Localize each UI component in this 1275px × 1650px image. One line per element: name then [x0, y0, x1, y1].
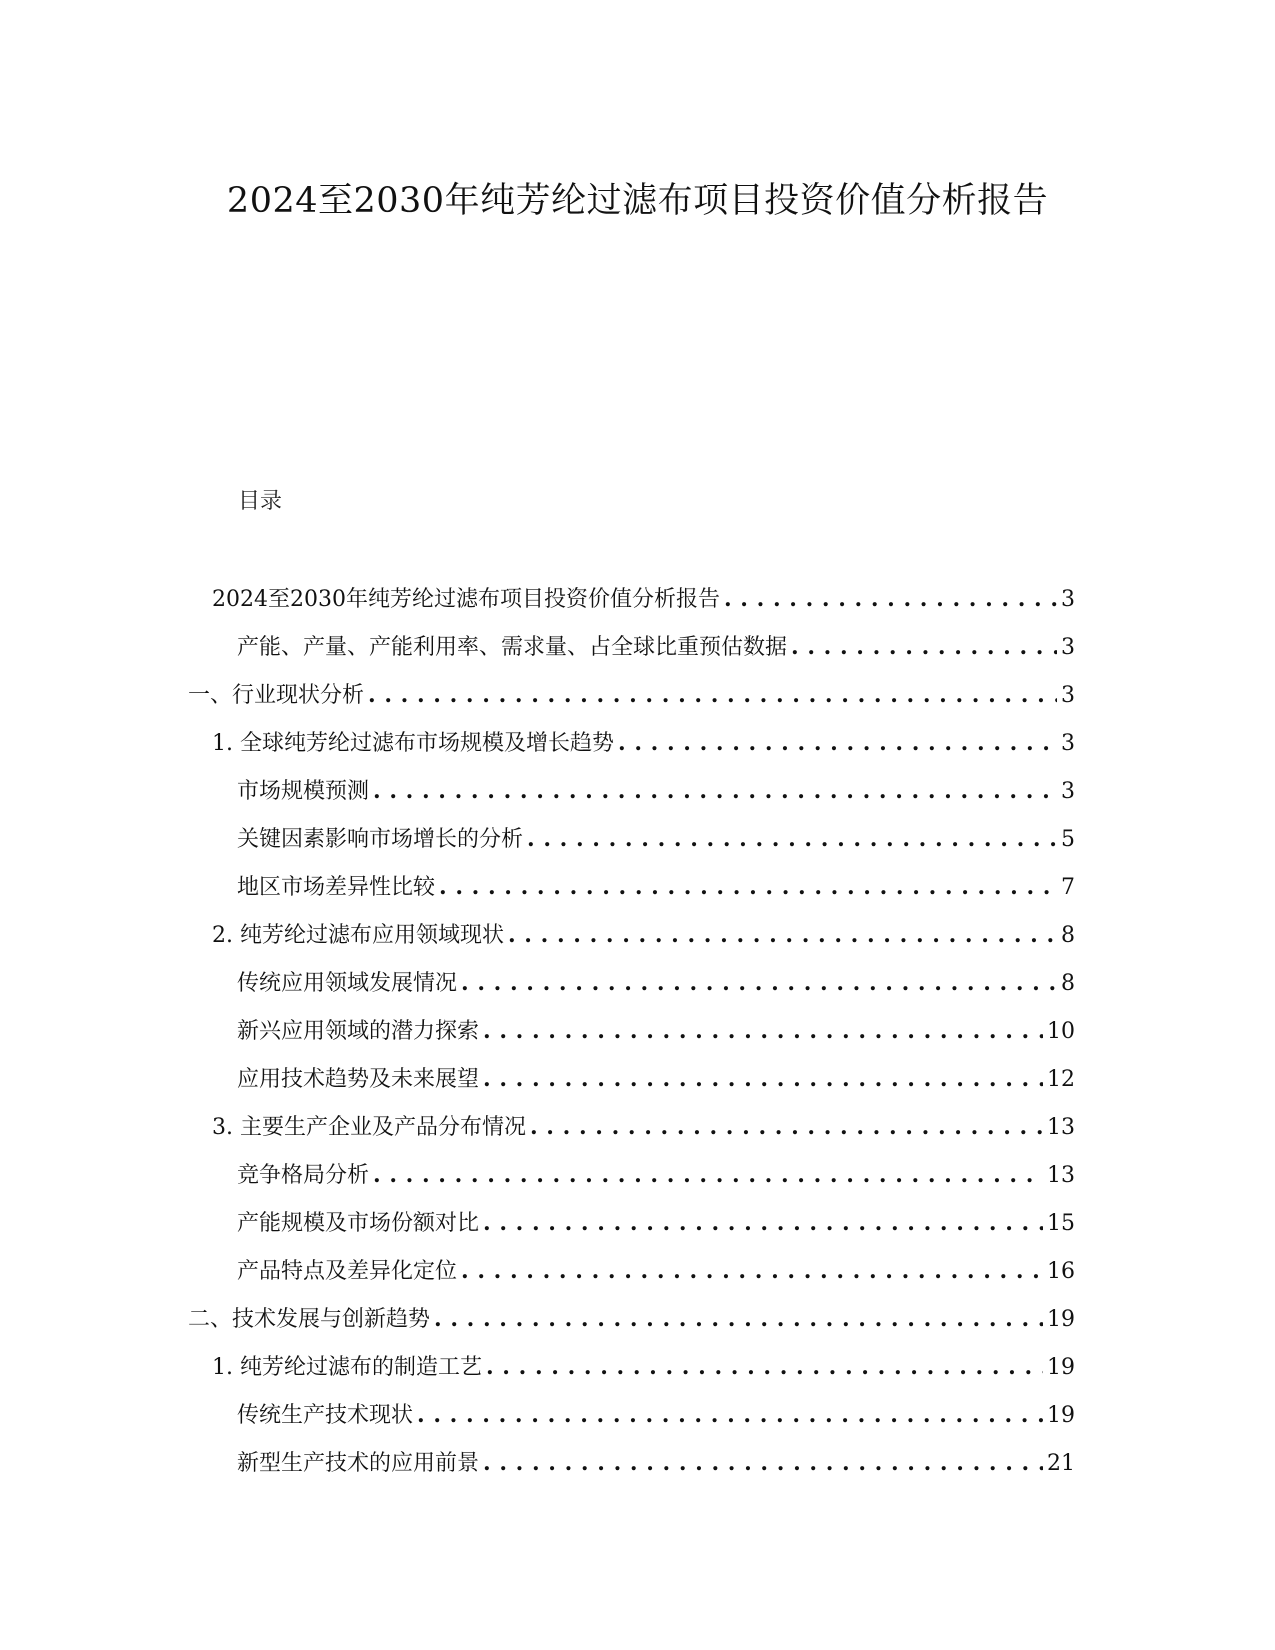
dot-leader — [483, 1210, 1043, 1236]
toc-entry-page: 3 — [1061, 635, 1075, 660]
dot-leader — [791, 634, 1057, 660]
toc-entry-page: 3 — [1061, 731, 1075, 756]
dot-leader — [483, 1450, 1043, 1476]
toc-entry-page: 21 — [1047, 1451, 1075, 1476]
dot-leader — [486, 1354, 1043, 1380]
toc-entry-label: 市场规模预测 — [237, 779, 370, 804]
toc-entry-page: 3 — [1061, 683, 1075, 708]
toc-entry-label: 传统生产技术现状 — [237, 1403, 414, 1428]
dot-leader — [461, 1258, 1043, 1284]
toc-entry[interactable] — [188, 678, 1075, 708]
toc-entry[interactable] — [212, 726, 1075, 756]
document-title: 2024至2030年纯芳纶过滤布项目投资价值分析报告 — [226, 181, 1049, 222]
toc-entry-label: 新型生产技术的应用前景 — [237, 1451, 480, 1476]
toc-entry-page: 10 — [1047, 1019, 1075, 1044]
toc-entry-page: 19 — [1047, 1403, 1075, 1428]
dot-leader — [483, 1066, 1043, 1092]
toc-entry-label: 3. 主要生产企业及产品分布情况 — [212, 1115, 526, 1140]
toc-entry-page: 13 — [1047, 1163, 1075, 1188]
toc-entry-page: 7 — [1061, 875, 1075, 900]
dot-leader — [461, 970, 1057, 996]
dot-leader — [368, 682, 1057, 708]
toc-entry-page: 19 — [1047, 1307, 1075, 1332]
toc-entry[interactable] — [212, 1110, 1075, 1140]
toc-entry-label: 产能规模及市场份额对比 — [237, 1211, 480, 1236]
dot-leader — [373, 1162, 1043, 1188]
toc-entry-page: 16 — [1047, 1259, 1075, 1284]
dot-leader — [508, 922, 1057, 948]
dot-leader — [434, 1306, 1043, 1332]
toc-entry[interactable] — [237, 1398, 1075, 1428]
dot-leader — [483, 1018, 1043, 1044]
toc-entry[interactable] — [212, 918, 1075, 948]
toc-entry-page: 5 — [1061, 827, 1075, 852]
toc-entry-label: 新兴应用领域的潜力探索 — [237, 1019, 480, 1044]
toc-entry-label: 竞争格局分析 — [237, 1163, 370, 1188]
toc-entry[interactable] — [237, 1206, 1075, 1236]
toc-entry[interactable] — [237, 870, 1075, 900]
dot-leader — [439, 874, 1057, 900]
toc-entry-page: 13 — [1047, 1115, 1075, 1140]
dot-leader — [417, 1402, 1043, 1428]
toc-entry[interactable] — [212, 1350, 1075, 1380]
dot-leader — [530, 1114, 1043, 1140]
dot-leader — [724, 586, 1057, 612]
toc-entry[interactable] — [237, 1254, 1075, 1284]
toc-entry-label: 应用技术趋势及未来展望 — [237, 1067, 480, 1092]
toc-entry[interactable] — [237, 822, 1075, 852]
toc-entry-page: 8 — [1061, 923, 1075, 948]
toc-entry-page: 15 — [1047, 1211, 1075, 1236]
toc-entry[interactable] — [212, 582, 1075, 612]
toc-entry-label: 产能、产量、产能利用率、需求量、占全球比重预估数据 — [237, 635, 788, 660]
toc-entry[interactable] — [237, 774, 1075, 804]
toc-entry-page: 3 — [1061, 779, 1075, 804]
dot-leader — [618, 730, 1057, 756]
toc-entry[interactable] — [237, 1062, 1075, 1092]
toc-entry[interactable] — [188, 1302, 1075, 1332]
toc-entry-page: 12 — [1047, 1067, 1075, 1092]
toc-entry-label: 1. 全球纯芳纶过滤布市场规模及增长趋势 — [212, 731, 614, 756]
toc-entry-page: 19 — [1047, 1355, 1075, 1380]
toc-entry-label: 2. 纯芳纶过滤布应用领域现状 — [212, 923, 504, 948]
toc-entry-page: 8 — [1061, 971, 1075, 996]
toc-entry-label: 产品特点及差异化定位 — [237, 1259, 458, 1284]
toc-entry[interactable] — [237, 630, 1075, 660]
toc-entry-label: 一、行业现状分析 — [188, 683, 365, 708]
toc-entry-label: 2024至2030年纯芳纶过滤布项目投资价值分析报告 — [212, 587, 720, 612]
dot-leader — [373, 778, 1057, 804]
toc-entry[interactable] — [237, 1446, 1075, 1476]
toc-entry-label: 1. 纯芳纶过滤布的制造工艺 — [212, 1355, 482, 1380]
toc-entry[interactable] — [237, 1014, 1075, 1044]
toc-entry-page: 3 — [1061, 587, 1075, 612]
toc-entry-label: 二、技术发展与创新趋势 — [188, 1307, 431, 1332]
toc-entry[interactable] — [237, 1158, 1075, 1188]
toc-heading: 目录 — [238, 489, 283, 514]
toc-entry-label: 关键因素影响市场增长的分析 — [237, 827, 524, 852]
dot-leader — [527, 826, 1057, 852]
toc-entry[interactable] — [237, 966, 1075, 996]
toc-entry-label: 传统应用领域发展情况 — [237, 971, 458, 996]
toc-entry-label: 地区市场差异性比较 — [237, 875, 436, 900]
